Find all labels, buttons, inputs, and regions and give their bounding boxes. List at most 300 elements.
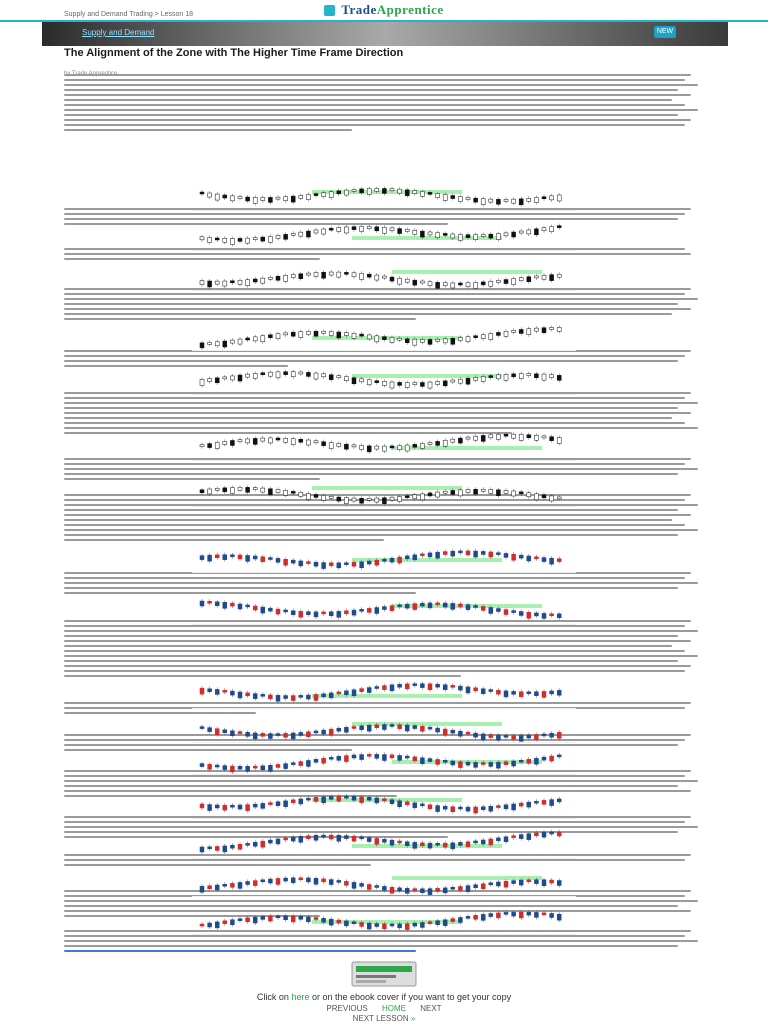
candle-body: [420, 603, 424, 606]
candle-body: [360, 689, 364, 692]
candle-body: [428, 382, 432, 388]
candle-body: [268, 372, 272, 376]
candle-body: [405, 684, 409, 689]
chart-figure: [192, 430, 576, 461]
next-link[interactable]: NEXT: [420, 1004, 442, 1013]
candle-body: [284, 372, 288, 375]
candle-body: [284, 916, 288, 920]
candle-body: [413, 803, 417, 808]
candle-body: [337, 272, 341, 277]
candle-body: [534, 801, 538, 803]
candle-body: [215, 729, 219, 735]
candle-body: [466, 916, 470, 918]
candle-body: [436, 728, 440, 732]
candle-body: [344, 611, 348, 614]
candle-body: [253, 337, 257, 341]
zone-band: [312, 798, 462, 802]
candle-body: [375, 446, 379, 449]
candle-body: [474, 807, 478, 813]
candle-body: [534, 912, 538, 917]
candle-body: [276, 916, 280, 918]
candle-body: [458, 338, 462, 341]
candle-body: [238, 375, 242, 381]
zone-band: [352, 558, 502, 562]
candle-body: [489, 839, 493, 845]
candle-body: [367, 725, 371, 731]
chart-figure: [192, 320, 576, 351]
candle-body: [443, 283, 447, 286]
candle-body: [306, 195, 310, 200]
candle-body: [261, 803, 265, 808]
candle-body: [428, 759, 432, 762]
candle-body: [329, 496, 333, 498]
chart-figure: [192, 828, 576, 859]
candle-body: [276, 734, 280, 736]
candle-body: [276, 878, 280, 884]
candle-body: [344, 333, 348, 336]
candle-body: [382, 725, 386, 730]
candle-body: [299, 332, 303, 338]
candle-body: [504, 691, 508, 697]
candle-body: [481, 689, 485, 694]
candle-body: [276, 489, 280, 492]
text-line: [64, 821, 685, 823]
candle-body: [398, 338, 402, 340]
candle-body: [458, 197, 462, 202]
candle-body: [261, 488, 265, 492]
candle-body: [215, 442, 219, 448]
candle-body: [557, 497, 561, 499]
candle-body: [443, 920, 447, 926]
candle-body: [223, 766, 227, 770]
candle-body: [360, 334, 364, 336]
candle-body: [382, 276, 386, 278]
candle-body: [208, 886, 212, 889]
candlestick-chart: [192, 744, 576, 774]
candle-body: [542, 734, 546, 736]
candle-body: [436, 492, 440, 497]
candle-body: [527, 435, 531, 438]
text-line: [64, 417, 672, 419]
candle-body: [443, 729, 447, 735]
candle-body: [413, 923, 417, 926]
candle-body: [519, 374, 523, 379]
candle-body: [261, 694, 265, 696]
candle-body: [352, 726, 356, 728]
text-line: [64, 780, 698, 782]
candle-body: [481, 763, 485, 765]
candle-body: [352, 922, 356, 924]
candle-body: [299, 695, 303, 697]
candle-body: [413, 230, 417, 234]
candle-body: [200, 192, 204, 194]
candle-body: [405, 725, 409, 731]
candle-body: [375, 188, 379, 191]
candle-body: [306, 760, 310, 766]
candle-body: [512, 199, 516, 203]
candle-body: [291, 696, 295, 701]
candle-body: [352, 562, 356, 566]
candle-body: [496, 838, 500, 841]
candle-body: [299, 762, 303, 766]
candle-body: [284, 490, 288, 495]
candle-body: [268, 558, 272, 560]
candle-body: [550, 880, 554, 883]
candle-body: [360, 226, 364, 231]
candle-body: [367, 884, 371, 889]
candle-body: [534, 328, 538, 331]
candle-body: [413, 757, 417, 761]
candle-body: [527, 834, 531, 840]
hero-next-button[interactable]: NEW: [654, 26, 676, 38]
candle-body: [443, 195, 447, 201]
candle-body: [542, 374, 546, 380]
candle-body: [451, 490, 455, 494]
candle-body: [200, 727, 204, 729]
candle-body: [375, 498, 379, 502]
candle-body: [512, 330, 516, 332]
site-logo[interactable]: TradeApprentice: [341, 2, 444, 17]
candle-body: [230, 440, 234, 445]
chart-figure: [192, 744, 576, 775]
text-line: [64, 539, 384, 541]
candle-body: [215, 602, 219, 606]
candle-body: [314, 918, 318, 920]
ebook-cover[interactable]: [320, 960, 448, 988]
candle-body: [375, 608, 379, 614]
candle-body: [306, 493, 310, 499]
candle-body: [390, 606, 394, 611]
ebook-cta: Click on here or on the ebook cover if you want to get your copy: [256, 992, 512, 1002]
candle-body: [314, 562, 318, 566]
candle-body: [519, 803, 523, 806]
candle-body: [261, 197, 265, 200]
candle-body: [238, 280, 242, 284]
candle-body: [291, 491, 295, 493]
candle-body: [474, 841, 478, 843]
candle-body: [443, 440, 447, 446]
candle-body: [253, 606, 257, 610]
candlestick-chart: [192, 678, 576, 708]
candle-body: [413, 444, 417, 447]
candle-body: [314, 273, 318, 277]
candle-body: [382, 498, 386, 504]
candle-body: [230, 845, 234, 848]
candle-body: [382, 559, 386, 561]
candle-body: [504, 912, 508, 914]
candle-body: [223, 846, 227, 852]
candle-body: [420, 758, 424, 764]
chart-figure: [192, 904, 576, 935]
hero-banner: [42, 22, 728, 46]
candle-body: [306, 798, 310, 800]
candle-body: [436, 193, 440, 197]
candle-body: [268, 879, 272, 883]
text-line: [64, 298, 698, 300]
chevron-right-icon: »: [410, 1014, 416, 1023]
candle-body: [534, 374, 538, 378]
text-line: [64, 940, 698, 942]
candle-body: [284, 838, 288, 840]
candle-body: [398, 924, 402, 928]
candle-body: [466, 687, 470, 693]
candle-body: [496, 762, 500, 768]
candle-body: [420, 684, 424, 688]
candle-body: [344, 921, 348, 926]
zone-band: [352, 844, 502, 848]
candle-body: [398, 496, 402, 501]
candle-body: [557, 375, 561, 380]
chart-figure: [192, 712, 576, 743]
candle-body: [466, 551, 470, 555]
candle-body: [527, 198, 531, 201]
candle-body: [489, 552, 493, 557]
ebook-cover-image: [320, 960, 448, 988]
candle-body: [512, 735, 516, 739]
candle-body: [527, 612, 531, 618]
text-line: [64, 79, 685, 81]
candle-body: [557, 690, 561, 695]
candle-body: [238, 238, 242, 241]
candle-body: [337, 756, 341, 760]
candle-body: [314, 731, 318, 733]
candle-body: [481, 335, 485, 339]
candle-body: [291, 763, 295, 765]
candle-body: [208, 444, 212, 448]
candle-body: [223, 730, 227, 733]
candle-body: [420, 804, 424, 806]
candle-body: [398, 841, 402, 843]
candle-body: [314, 612, 318, 617]
candle-body: [261, 557, 265, 562]
candle-body: [367, 608, 371, 612]
candle-body: [337, 880, 341, 882]
candle-body: [215, 805, 219, 808]
logo-icon: [324, 5, 335, 16]
candle-body: [246, 280, 250, 286]
candle-body: [284, 559, 288, 565]
candle-body: [337, 227, 341, 231]
candle-body: [512, 761, 516, 766]
previous-link[interactable]: PREVIOUS: [326, 1004, 368, 1013]
candle-body: [557, 755, 561, 757]
candle-body: [352, 378, 356, 384]
candle-body: [208, 764, 212, 769]
candle-body: [451, 196, 455, 199]
candle-body: [215, 238, 219, 240]
candle-body: [474, 885, 478, 888]
candle-body: [306, 732, 310, 737]
candle-body: [534, 229, 538, 235]
breadcrumb[interactable]: Supply and Demand Trading > Lesson 18: [64, 11, 194, 18]
candle-body: [474, 733, 478, 737]
candle-body: [322, 563, 326, 569]
candle-body: [208, 193, 212, 197]
zone-band: [312, 694, 462, 698]
candle-body: [329, 796, 333, 799]
ebook-link[interactable]: here: [291, 992, 310, 1002]
candlestick-chart: [192, 476, 576, 506]
zone-band: [312, 486, 462, 490]
candle-body: [557, 195, 561, 201]
candle-body: [443, 806, 447, 809]
candle-body: [314, 494, 318, 497]
candle-body: [466, 283, 470, 287]
candle-body: [458, 438, 462, 443]
text-line: [64, 293, 685, 295]
zone-band: [352, 374, 502, 378]
candle-body: [268, 438, 272, 443]
candle-body: [246, 843, 250, 845]
candle-body: [268, 765, 272, 771]
candle-body: [443, 233, 447, 235]
candle-body: [230, 920, 234, 925]
text-line: [64, 402, 698, 404]
candle-body: [337, 611, 341, 617]
candle-body: [534, 735, 538, 740]
candle-body: [367, 446, 371, 452]
candle-body: [458, 490, 462, 496]
candle-body: [329, 192, 333, 198]
candle-body: [466, 762, 470, 765]
candle-body: [306, 562, 310, 564]
candle-body: [481, 914, 485, 920]
candle-body: [238, 805, 242, 809]
candle-body: [550, 196, 554, 200]
candle-body: [436, 843, 440, 845]
candle-body: [276, 235, 280, 238]
candle-body: [329, 563, 333, 566]
candle-body: [413, 842, 417, 848]
candle-body: [398, 229, 402, 234]
candle-body: [451, 685, 455, 687]
candle-body: [428, 727, 432, 729]
candle-body: [451, 234, 455, 238]
candle-body: [512, 374, 516, 377]
candle-body: [322, 374, 326, 377]
candle-body: [436, 441, 440, 445]
candle-body: [474, 282, 478, 288]
candle-body: [208, 489, 212, 494]
candle-body: [390, 446, 394, 448]
candle-body: [329, 919, 333, 925]
candle-body: [322, 835, 326, 837]
candle-body: [306, 440, 310, 445]
candle-body: [291, 611, 295, 615]
candle-body: [382, 686, 386, 690]
candle-body: [474, 198, 478, 202]
candle-body: [458, 762, 462, 768]
candle-body: [451, 338, 455, 344]
candle-body: [291, 916, 295, 922]
candle-body: [466, 842, 470, 847]
candle-body: [398, 189, 402, 193]
candle-body: [390, 558, 394, 562]
candle-body: [299, 195, 303, 198]
chart-figure: [192, 476, 576, 507]
candle-body: [481, 235, 485, 237]
candle-body: [367, 274, 371, 277]
candle-body: [230, 281, 234, 283]
candle-body: [550, 756, 554, 761]
candle-body: [550, 832, 554, 834]
candle-body: [489, 281, 493, 286]
candle-body: [230, 196, 234, 201]
candle-body: [246, 374, 250, 377]
text-line: [64, 785, 678, 787]
candle-body: [481, 807, 485, 810]
candle-body: [504, 374, 508, 380]
candle-body: [390, 755, 394, 758]
candle-body: [337, 835, 341, 841]
candle-body: [352, 796, 356, 800]
candle-body: [246, 605, 250, 607]
candle-body: [215, 689, 219, 694]
candle-body: [322, 331, 326, 333]
next-lesson-link[interactable]: NEXT LESSON »: [352, 1014, 416, 1023]
candle-body: [512, 491, 516, 496]
zone-band: [352, 236, 502, 240]
candle-body: [466, 235, 470, 238]
candle-body: [496, 434, 500, 439]
candle-body: [527, 735, 531, 738]
candle-body: [428, 922, 432, 924]
candle-body: [557, 799, 561, 802]
candle-body: [337, 692, 341, 694]
candle-body: [375, 381, 379, 383]
text-line: [64, 89, 678, 91]
text-line: [64, 514, 691, 516]
text-line: [64, 99, 672, 101]
hero-link[interactable]: Supply and Demand: [82, 28, 155, 37]
candle-body: [534, 557, 538, 559]
candle-body: [458, 379, 462, 383]
candle-body: [496, 490, 500, 496]
candle-body: [352, 610, 356, 615]
candle-body: [215, 885, 219, 890]
candle-body: [344, 756, 348, 762]
candle-body: [322, 612, 326, 614]
candle-body: [557, 914, 561, 920]
candle-body: [208, 237, 212, 242]
candle-body: [230, 487, 234, 493]
candle-body: [268, 277, 272, 279]
candle-body: [299, 611, 303, 617]
text-line: [64, 422, 685, 424]
candle-body: [496, 806, 500, 808]
candle-body: [268, 236, 272, 242]
candle-body: [398, 888, 402, 891]
candle-body: [268, 489, 272, 495]
candle-body: [208, 281, 212, 287]
candle-body: [428, 603, 432, 608]
text-line: [64, 675, 461, 677]
candle-body: [504, 837, 508, 842]
candle-body: [504, 553, 508, 557]
candle-body: [390, 924, 394, 926]
candle-body: [208, 847, 212, 849]
candle-body: [443, 843, 447, 847]
candle-body: [223, 441, 227, 444]
candle-body: [329, 228, 333, 230]
candle-body: [466, 337, 470, 342]
candle-body: [542, 800, 546, 804]
candle-body: [208, 379, 212, 382]
candle-body: [284, 438, 288, 442]
candle-body: [451, 380, 455, 382]
text-line: [64, 468, 698, 470]
home-link[interactable]: HOME: [382, 1004, 406, 1013]
